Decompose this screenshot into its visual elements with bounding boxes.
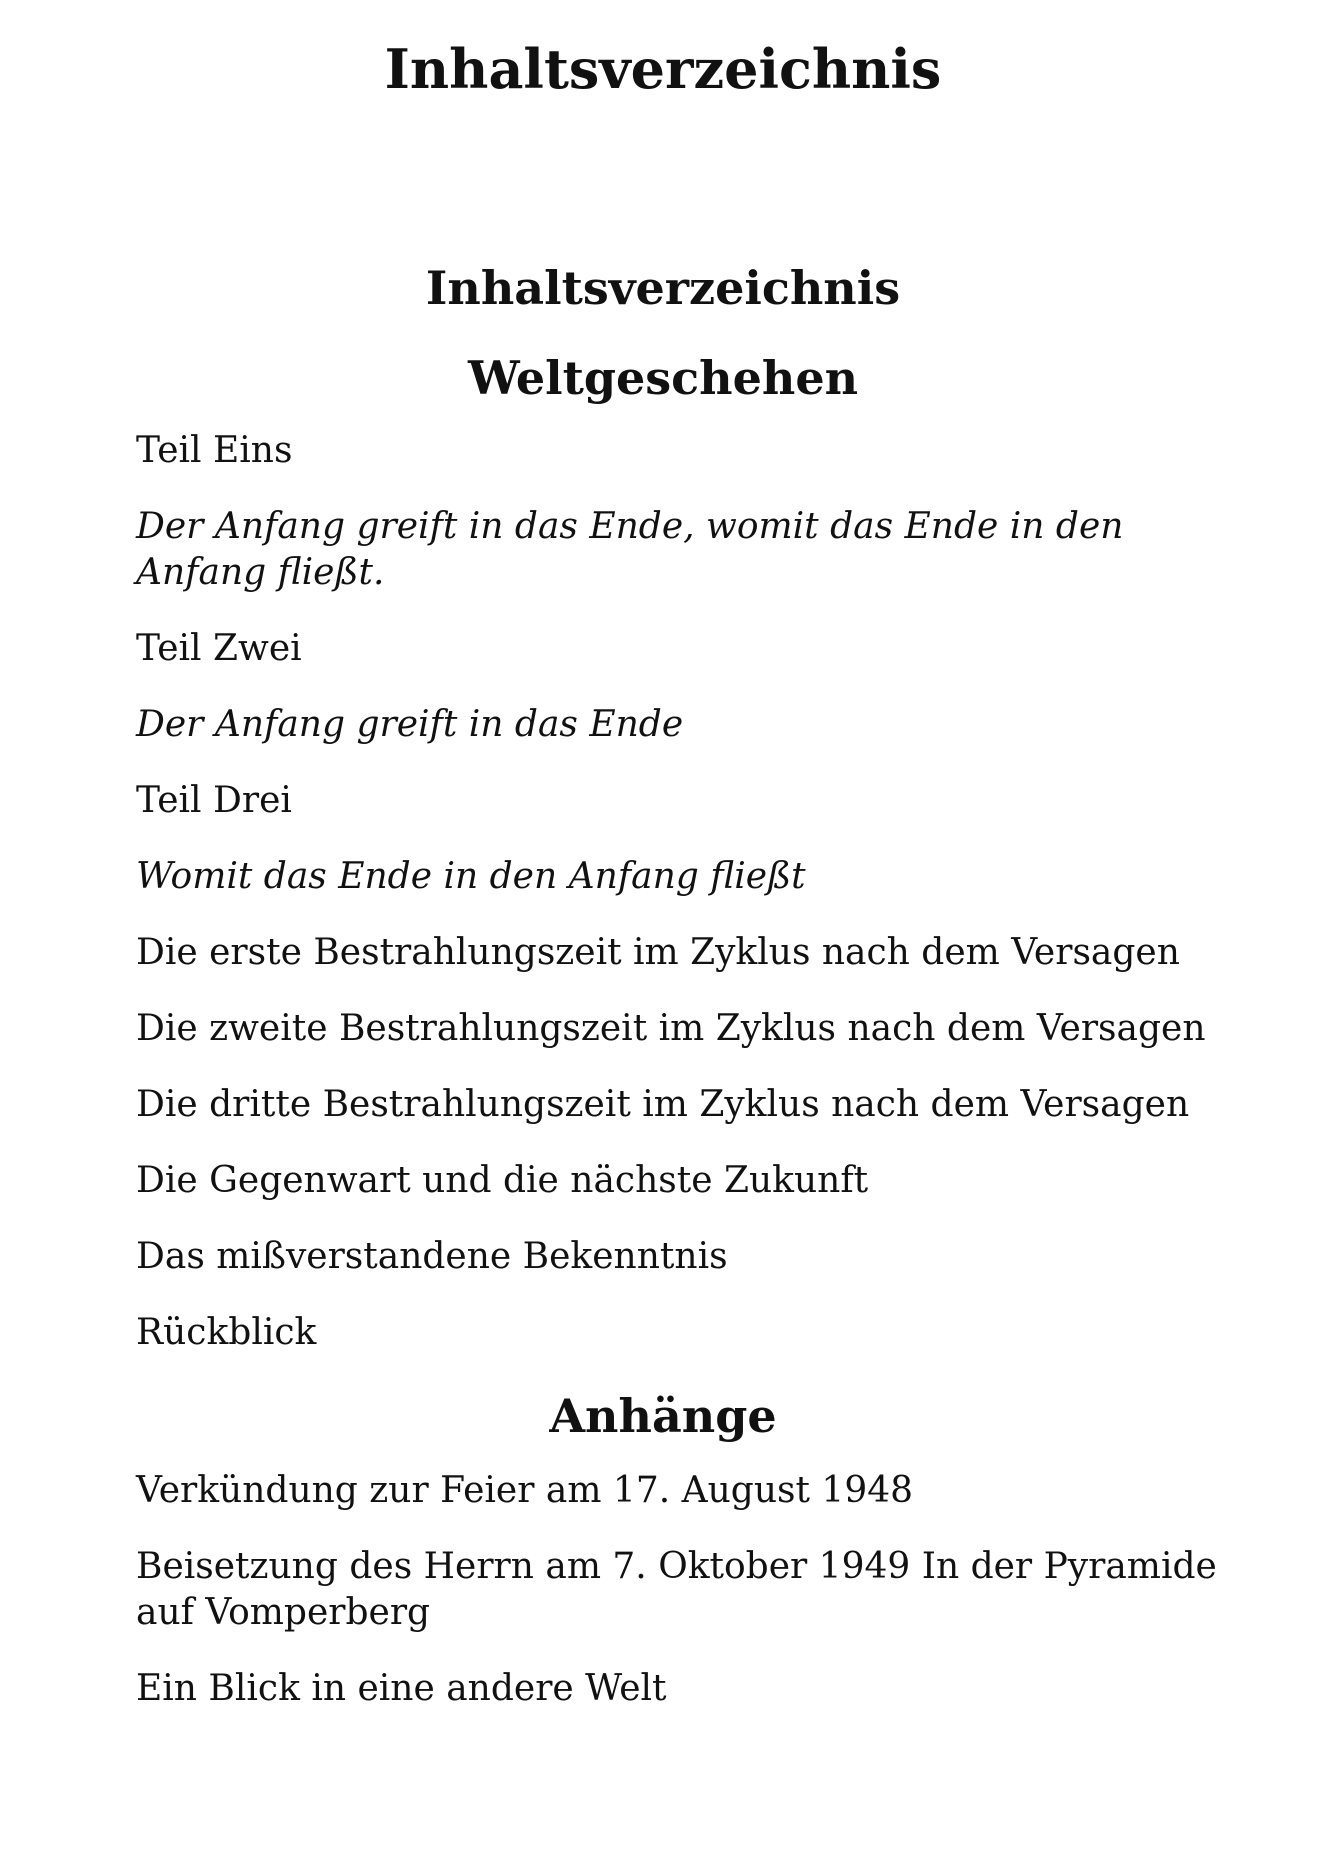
toc-entry[interactable]: Rückblick — [136, 1312, 317, 1353]
toc-entry[interactable]: Die dritte Bestrahlungszeit im Zyklus nach dem Versagen — [136, 1084, 1190, 1125]
toc-entry[interactable]: Teil Eins — [136, 430, 293, 471]
toc-entry[interactable]: Die Gegenwart und die nächste Zukunft — [136, 1160, 869, 1201]
toc-heading: Inhaltsverzeichnis — [425, 261, 901, 315]
section-entries-weltgeschehen — [136, 428, 1246, 1356]
toc-entry[interactable]: Die zweite Bestrahlungszeit im Zyklus nach dem Versagen — [136, 1008, 1206, 1049]
toc-entry[interactable]: Der Anfang greift in das Ende, womit das Ende in den Anfang fließt. — [136, 506, 1124, 593]
section-heading-anhaenge: Anhänge — [549, 1389, 777, 1443]
section-heading-weltgeschehen: Weltgeschehen — [467, 351, 859, 405]
toc-entry[interactable]: Teil Zwei — [136, 628, 302, 669]
page-title: Inhaltsverzeichnis — [384, 37, 942, 101]
toc-entry[interactable]: Womit das Ende in den Anfang fließt — [136, 856, 806, 897]
toc-entry[interactable]: Der Anfang greift in das Ende — [136, 704, 684, 745]
toc-entry[interactable]: Die erste Bestrahlungszeit im Zyklus nach dem Versagen — [136, 932, 1180, 973]
toc-entry[interactable]: Teil Drei — [136, 780, 292, 821]
toc-entry[interactable]: Verkündung zur Feier am 17. August 1948 — [136, 1470, 914, 1511]
toc-entry[interactable]: Beisetzung des Herrn am 7. Oktober 1949 In der Pyramide auf Vomperberg — [136, 1546, 1217, 1633]
toc-entry[interactable]: Das mißverstandene Bekenntnis — [136, 1236, 728, 1277]
table-of-contents — [136, 258, 1246, 1742]
toc-entry[interactable]: Ein Blick in eine andere Welt — [136, 1668, 667, 1709]
section-entries-anhaenge — [136, 1468, 1246, 1712]
